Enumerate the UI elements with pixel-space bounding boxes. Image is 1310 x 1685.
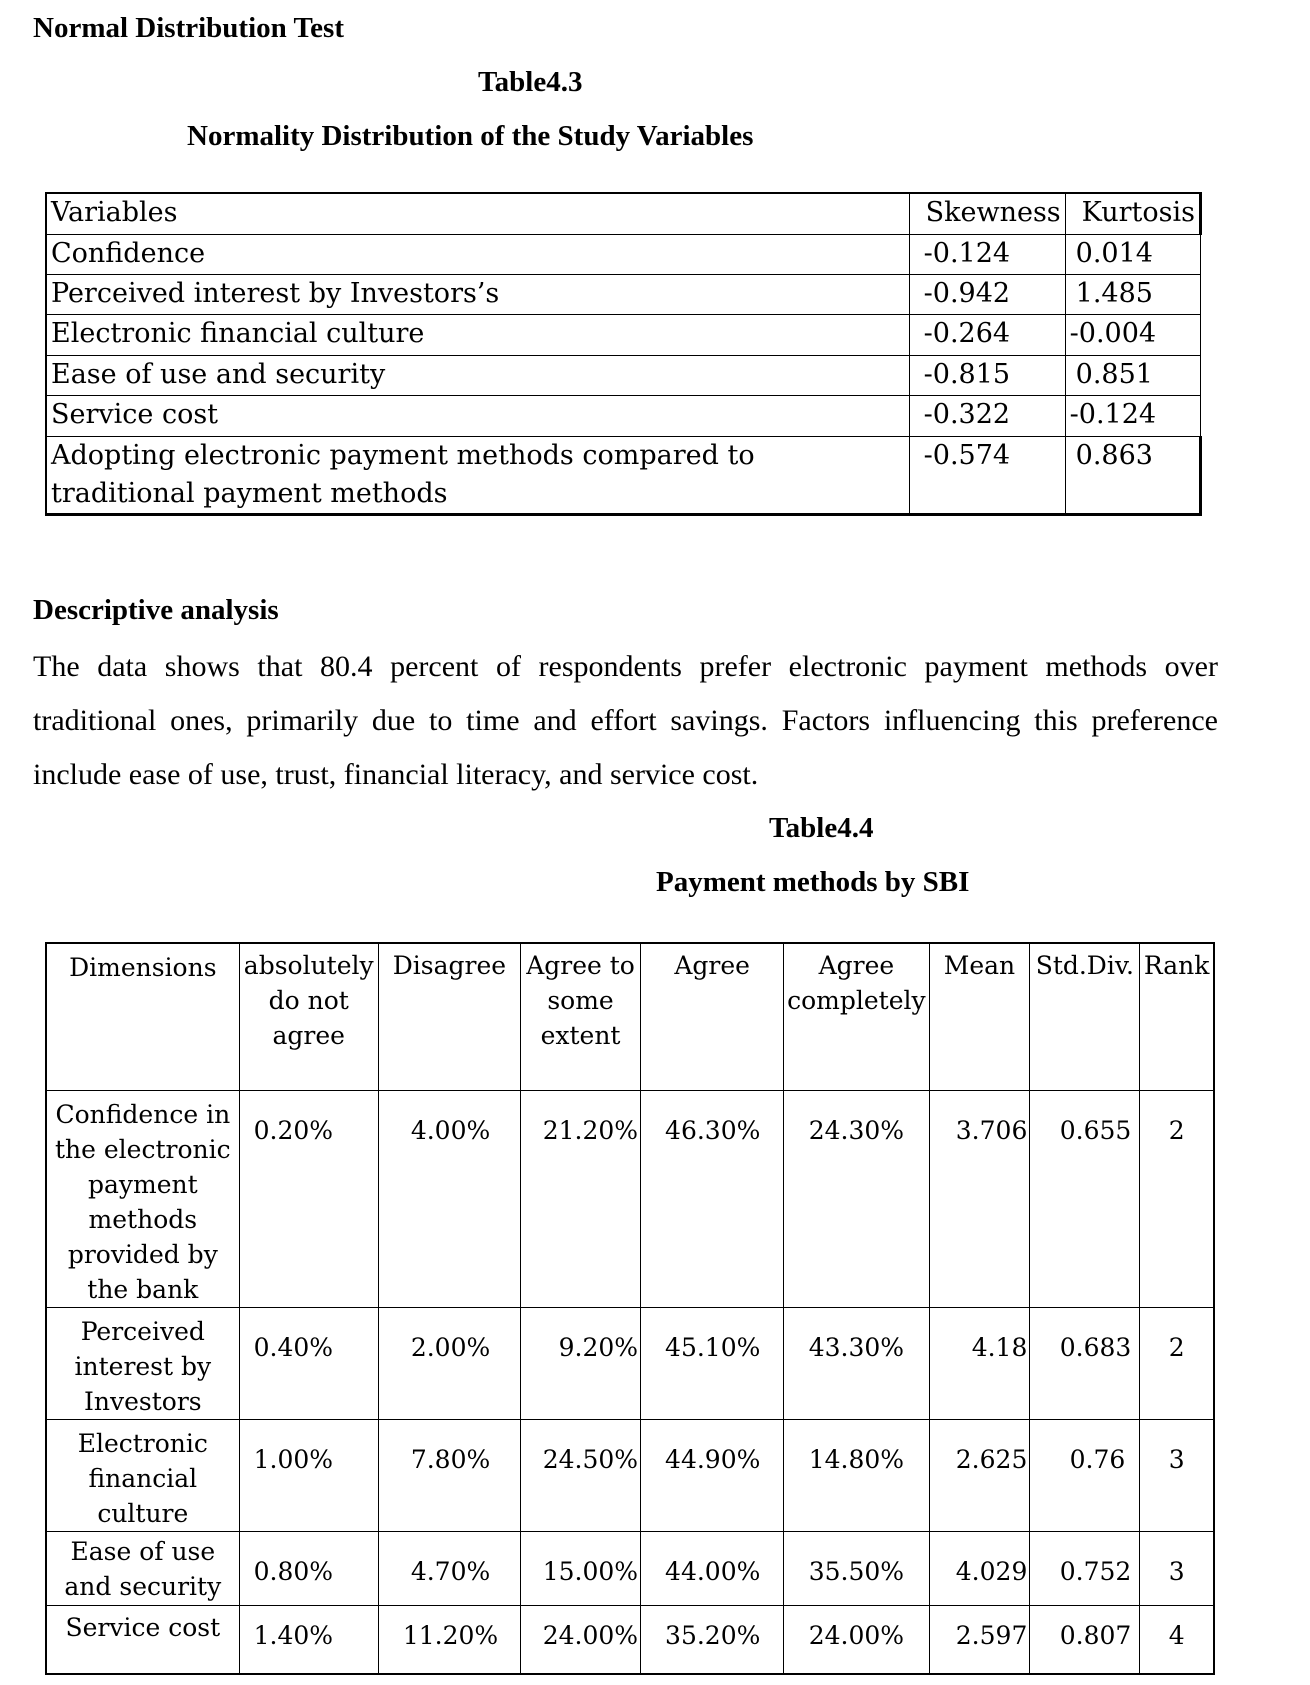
std-div-cell: 0.683 — [1030, 1308, 1140, 1420]
descriptive-paragraph: The data shows that 80.4 percent of respondents prefer electronic payment methods over traditional ones, primarily due to time and effort savings. Factors influencing this preference include ease of use, trust, financial literacy, and service cost. — [33, 650, 1218, 791]
kurtosis-cell: 0.014 — [1065, 234, 1200, 274]
variable-cell: Perceived interest by Investors’s — [46, 275, 909, 315]
agree-cell: 45.10% — [641, 1308, 784, 1420]
variable-cell: Service cost — [46, 396, 909, 437]
agree-completely-cell: 43.30% — [784, 1308, 929, 1420]
dimension-cell: Ease of use and security — [46, 1532, 239, 1606]
table-row — [46, 234, 1201, 274]
skewness-cell: -0.124 — [909, 234, 1065, 274]
agree-cell: 46.30% — [641, 1091, 784, 1308]
variable-cell: Electronic financial culture — [46, 315, 909, 355]
dimension-cell: Electronic financial culture — [46, 1420, 239, 1532]
table-4-3-title: Normality Distribution of the Study Variables — [187, 120, 754, 152]
header-agree-completely: Agree completely — [784, 943, 929, 1091]
rank-cell: 2 — [1140, 1091, 1214, 1308]
mean-cell: 4.029 — [929, 1532, 1030, 1606]
table-row — [46, 396, 1201, 437]
agree-completely-cell: 24.00% — [784, 1606, 929, 1674]
header-dimensions: Dimensions — [46, 943, 239, 1091]
absolutely-do-not-agree-cell: 0.20% — [239, 1091, 378, 1308]
skewness-cell: -0.264 — [909, 315, 1065, 355]
header-mean: Mean — [929, 943, 1030, 1091]
table-row — [46, 1606, 1214, 1674]
kurtosis-cell: -0.124 — [1065, 396, 1200, 437]
table-4-4-label: Table4.4 — [769, 812, 874, 844]
agree-some-cell: 15.00% — [521, 1532, 641, 1606]
absolutely-do-not-agree-cell: 0.80% — [239, 1532, 378, 1606]
disagree-cell: 7.80% — [378, 1420, 520, 1532]
skewness-cell: -0.574 — [909, 437, 1065, 515]
header-disagree: Disagree — [378, 943, 520, 1091]
normality-table — [45, 192, 1202, 516]
disagree-cell: 2.00% — [378, 1308, 520, 1420]
agree-some-cell: 24.50% — [521, 1420, 641, 1532]
agree-completely-cell: 35.50% — [784, 1532, 929, 1606]
table-row — [46, 1308, 1214, 1420]
disagree-cell: 11.20% — [378, 1606, 520, 1674]
std-div-cell: 0.655 — [1030, 1091, 1140, 1308]
section-heading-descriptive-analysis: Descriptive analysis — [33, 594, 279, 626]
std-div-cell: 0.76 — [1030, 1420, 1140, 1532]
header-skewness: Skewness — [909, 193, 1065, 234]
mean-cell: 3.706 — [929, 1091, 1030, 1308]
table-row — [46, 315, 1201, 355]
kurtosis-cell: 1.485 — [1065, 275, 1200, 315]
absolutely-do-not-agree-cell: 0.40% — [239, 1308, 378, 1420]
skewness-cell: -0.942 — [909, 275, 1065, 315]
rank-cell: 3 — [1140, 1532, 1214, 1606]
header-kurtosis: Kurtosis — [1065, 193, 1200, 234]
variable-cell: Ease of use and security — [46, 355, 909, 395]
absolutely-do-not-agree-cell: 1.00% — [239, 1420, 378, 1532]
mean-cell: 2.625 — [929, 1420, 1030, 1532]
agree-some-cell: 24.00% — [521, 1606, 641, 1674]
header-absolutely-do-not-agree: absolutely do not agree — [239, 943, 378, 1091]
payment-methods-table — [45, 942, 1215, 1675]
kurtosis-cell: 0.851 — [1065, 355, 1200, 395]
header-rank: Rank — [1140, 943, 1214, 1091]
section-heading-normal-distribution: Normal Distribution Test — [33, 12, 344, 44]
agree-completely-cell: 14.80% — [784, 1420, 929, 1532]
table-4-3-label: Table4.3 — [478, 66, 583, 98]
agree-completely-cell: 24.30% — [784, 1091, 929, 1308]
variable-cell: Adopting electronic payment methods compared to traditional payment methods — [46, 437, 909, 515]
variable-cell: Confidence — [46, 234, 909, 274]
table-row — [46, 355, 1201, 395]
table-row — [46, 1420, 1214, 1532]
skewness-cell: -0.322 — [909, 396, 1065, 437]
header-agree: Agree — [641, 943, 784, 1091]
table-row — [46, 1091, 1214, 1308]
dimension-cell: Perceived interest by Investors — [46, 1308, 239, 1420]
dimension-cell: Confidence in the electronic payment methods provided by the bank — [46, 1091, 239, 1308]
agree-some-cell: 9.20% — [521, 1308, 641, 1420]
agree-cell: 35.20% — [641, 1606, 784, 1674]
rank-cell: 2 — [1140, 1308, 1214, 1420]
absolutely-do-not-agree-cell: 1.40% — [239, 1606, 378, 1674]
rank-cell: 4 — [1140, 1606, 1214, 1674]
agree-cell: 44.90% — [641, 1420, 784, 1532]
table-row — [46, 437, 1201, 515]
agree-some-cell: 21.20% — [521, 1091, 641, 1308]
skewness-cell: -0.815 — [909, 355, 1065, 395]
disagree-cell: 4.70% — [378, 1532, 520, 1606]
std-div-cell: 0.807 — [1030, 1606, 1140, 1674]
table-row — [46, 1532, 1214, 1606]
header-agree-to-some-extent: Agree to some extent — [521, 943, 641, 1091]
header-variables: Variables — [46, 193, 909, 234]
table-header-row — [46, 193, 1201, 234]
table-row — [46, 275, 1201, 315]
table-header-row — [46, 943, 1214, 1091]
mean-cell: 4.18 — [929, 1308, 1030, 1420]
rank-cell: 3 — [1140, 1420, 1214, 1532]
std-div-cell: 0.752 — [1030, 1532, 1140, 1606]
kurtosis-cell: 0.863 — [1065, 437, 1200, 515]
agree-cell: 44.00% — [641, 1532, 784, 1606]
dimension-cell: Service cost — [46, 1606, 239, 1674]
table-4-4-title: Payment methods by SBI — [656, 866, 970, 898]
header-std-div: Std.Div. — [1030, 943, 1140, 1091]
disagree-cell: 4.00% — [378, 1091, 520, 1308]
kurtosis-cell: -0.004 — [1065, 315, 1200, 355]
mean-cell: 2.597 — [929, 1606, 1030, 1674]
